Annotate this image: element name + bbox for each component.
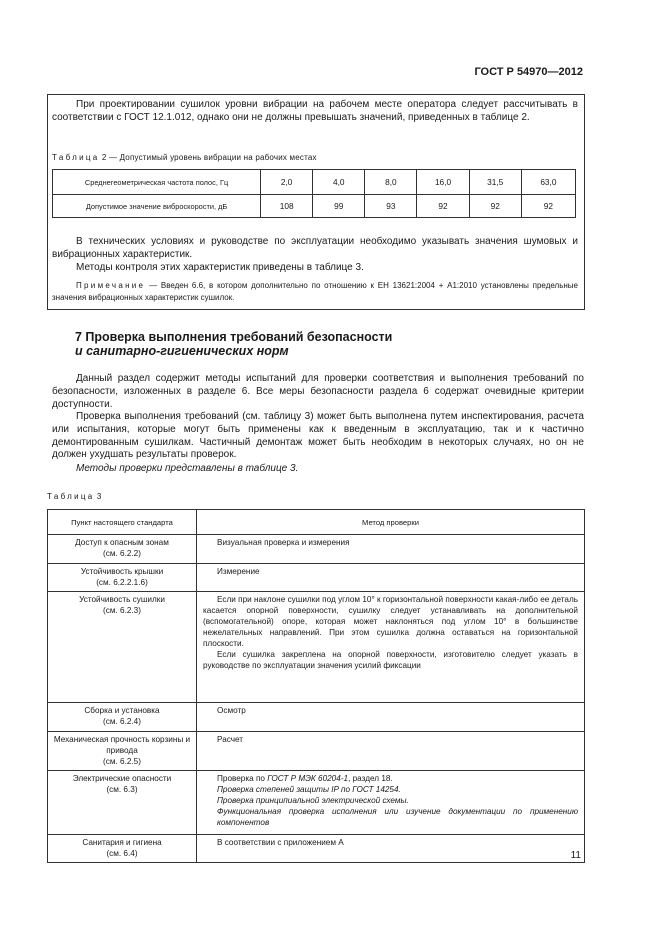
table-row [48,703,585,732]
table-cell: 92 [521,195,575,218]
verification-table [47,509,585,863]
method-text: В соответствии с приложением А [217,838,344,847]
item-ref: (см. 6.2.3) [103,606,141,615]
item-name: Санитария и гигиена [82,838,162,847]
method-text: Визуальная проверка и измерения [217,538,350,547]
table-row [48,771,585,835]
table-row [48,592,585,703]
table-cell: 92 [469,195,521,218]
item-name: Механическая прочность корзины и привода [53,735,191,755]
table-row [48,732,585,771]
item-cell [48,835,197,863]
col-header-item: Пункт настоящего стандарта [48,510,197,535]
item-name: Доступ к опасным зонам [75,538,169,547]
methods-paragraph: Методы контроля этих характеристик приведены в таблице 3. [76,262,364,273]
table-cell: 8,0 [365,170,417,195]
item-name: Устойчивость крышки [80,567,164,576]
table-header-row [48,510,585,535]
vibration-table [52,169,576,218]
table-cell: 99 [313,195,365,218]
item-cell [48,771,197,835]
item-name: Электрические опасности [72,774,172,783]
section-paragraph-2: Проверка выполнения требований (см. таблицу 3) может быть выполнена путем инспектирования, расчета или испытания, которые могут быть применены как к введенным в эксплуатацию, так и к частично демонтированным сушилкам. Частичный демонтаж может быть необходим в некоторых случаях, но он не должен ухудшать результаты проверок. [52,411,584,461]
table-cell: 93 [365,195,417,218]
method-text: Проверка степеней защиты IP по ГОСТ 14254. [217,785,401,794]
method-text: Если при наклоне сушилки под углом 10° к горизонтальной поверхности какая-либо ее деталь касается опорной поверхности, сушилку следует устанавливать на дополнительной (вспомогательной) опоре, которая может наклоняться под углом 10° в большинстве нежелательных направлений. При этом сушилка должна оставаться на горизонтальной плоскости. [203,595,578,648]
method-cell [197,732,585,771]
note [52,280,578,304]
table-cell: 92 [417,195,469,218]
item-cell [48,732,197,771]
table-row [48,535,585,564]
method-text-part: , раздел 18. [348,774,393,783]
method-text: Измерение [217,567,260,576]
row-label-frequency: Среднегеометрическая частота полос, Гц [53,170,261,195]
table-cell: 63,0 [521,170,575,195]
table2-caption [52,153,317,162]
item-cell [48,535,197,564]
table-cell: 31,5 [469,170,521,195]
note-text: — Введен 6.6, в котором дополнительно по отношению к ЕН 13621:2004 + А1:2010 установлены предельные значения вибрационных характеристик сушилок. [52,281,578,302]
item-name: Устойчивость сушилки [79,595,165,604]
item-cell [48,703,197,732]
method-text-part: Проверка по [217,774,268,783]
table-row [53,170,576,195]
note-word: Примечание [76,281,146,290]
item-ref: (см. 6.3) [106,785,138,794]
method-text: Функциональная проверка исполнения или изучение документации по применению компонентов [217,807,578,827]
method-cell [197,703,585,732]
section-title [75,330,392,358]
item-cell [48,592,197,703]
item-ref: (см. 6.2.5) [103,757,141,766]
section-title-line2: и санитарно-гигиенических норм [75,344,289,358]
col-header-method: Метод проверки [197,510,585,535]
method-text: Проверка принципиальной электрической схемы. [217,796,409,805]
item-ref: (см. 6.2.2) [103,549,141,558]
table-cell: 16,0 [417,170,469,195]
table-cell: 4,0 [313,170,365,195]
table-cell: 2,0 [261,170,313,195]
section-paragraph-3: Методы проверки представлены в таблице 3. [76,463,299,474]
method-cell [197,535,585,564]
section-paragraph-1: Данный раздел содержит методы испытаний для проверки соответствия и выполнения требований по безопасности, изложенных в разделе 6. Все меры безопасности раздела 6 содержат очевидные критерии доступности. [52,373,584,410]
table-row [48,835,585,863]
vibration-paragraph: При проектировании сушилок уровни вибрации на рабочем месте оператора следует рассчитывать в соответствии с ГОСТ 12.1.012, однако они не должны превышать значений, приведенных в таблице 2. [52,99,578,123]
standard-reference: ГОСТ Р МЭК 60204-1 [267,774,349,783]
table2-caption-word: Таблица [52,153,100,162]
table-row [48,564,585,592]
method-text: Осмотр [217,706,246,715]
method-cell [197,592,585,703]
page-number: 11 [570,850,581,861]
item-ref: (см. 6.4) [106,849,138,858]
method-cell [197,771,585,835]
characteristics-paragraph: В технических условиях и руководстве по эксплуатации необходимо указывать значения шумовых и вибрационных характеристик. [52,236,578,260]
item-ref: (см. 6.2.4) [103,717,141,726]
table3-caption-number: 3 [96,492,102,501]
item-cell [48,564,197,592]
method-text: Расчет [217,735,244,744]
document-code: ГОСТ Р 54970—2012 [474,66,583,78]
section-title-line1: 7 Проверка выполнения требований безопасности [75,330,393,344]
method-cell [197,835,585,863]
method-cell [197,564,585,592]
table-cell: 108 [261,195,313,218]
item-name: Сборка и установка [84,706,160,715]
item-ref: (см. 6.2.2.1.6) [96,578,148,587]
table3-caption-word: Таблица [47,492,95,501]
method-text [217,773,578,784]
table-row [53,195,576,218]
table3-caption [47,492,102,501]
method-text: Если сушилка закреплена на опорной поверхности, изготовителю следует указать в руководстве по эксплуатации значения усилий фиксации [203,650,578,670]
row-label-velocity: Допустимое значение виброскорости, дБ [53,195,261,218]
table2-caption-text: 2 — Допустимый уровень вибрации на рабочих местах [101,153,317,162]
